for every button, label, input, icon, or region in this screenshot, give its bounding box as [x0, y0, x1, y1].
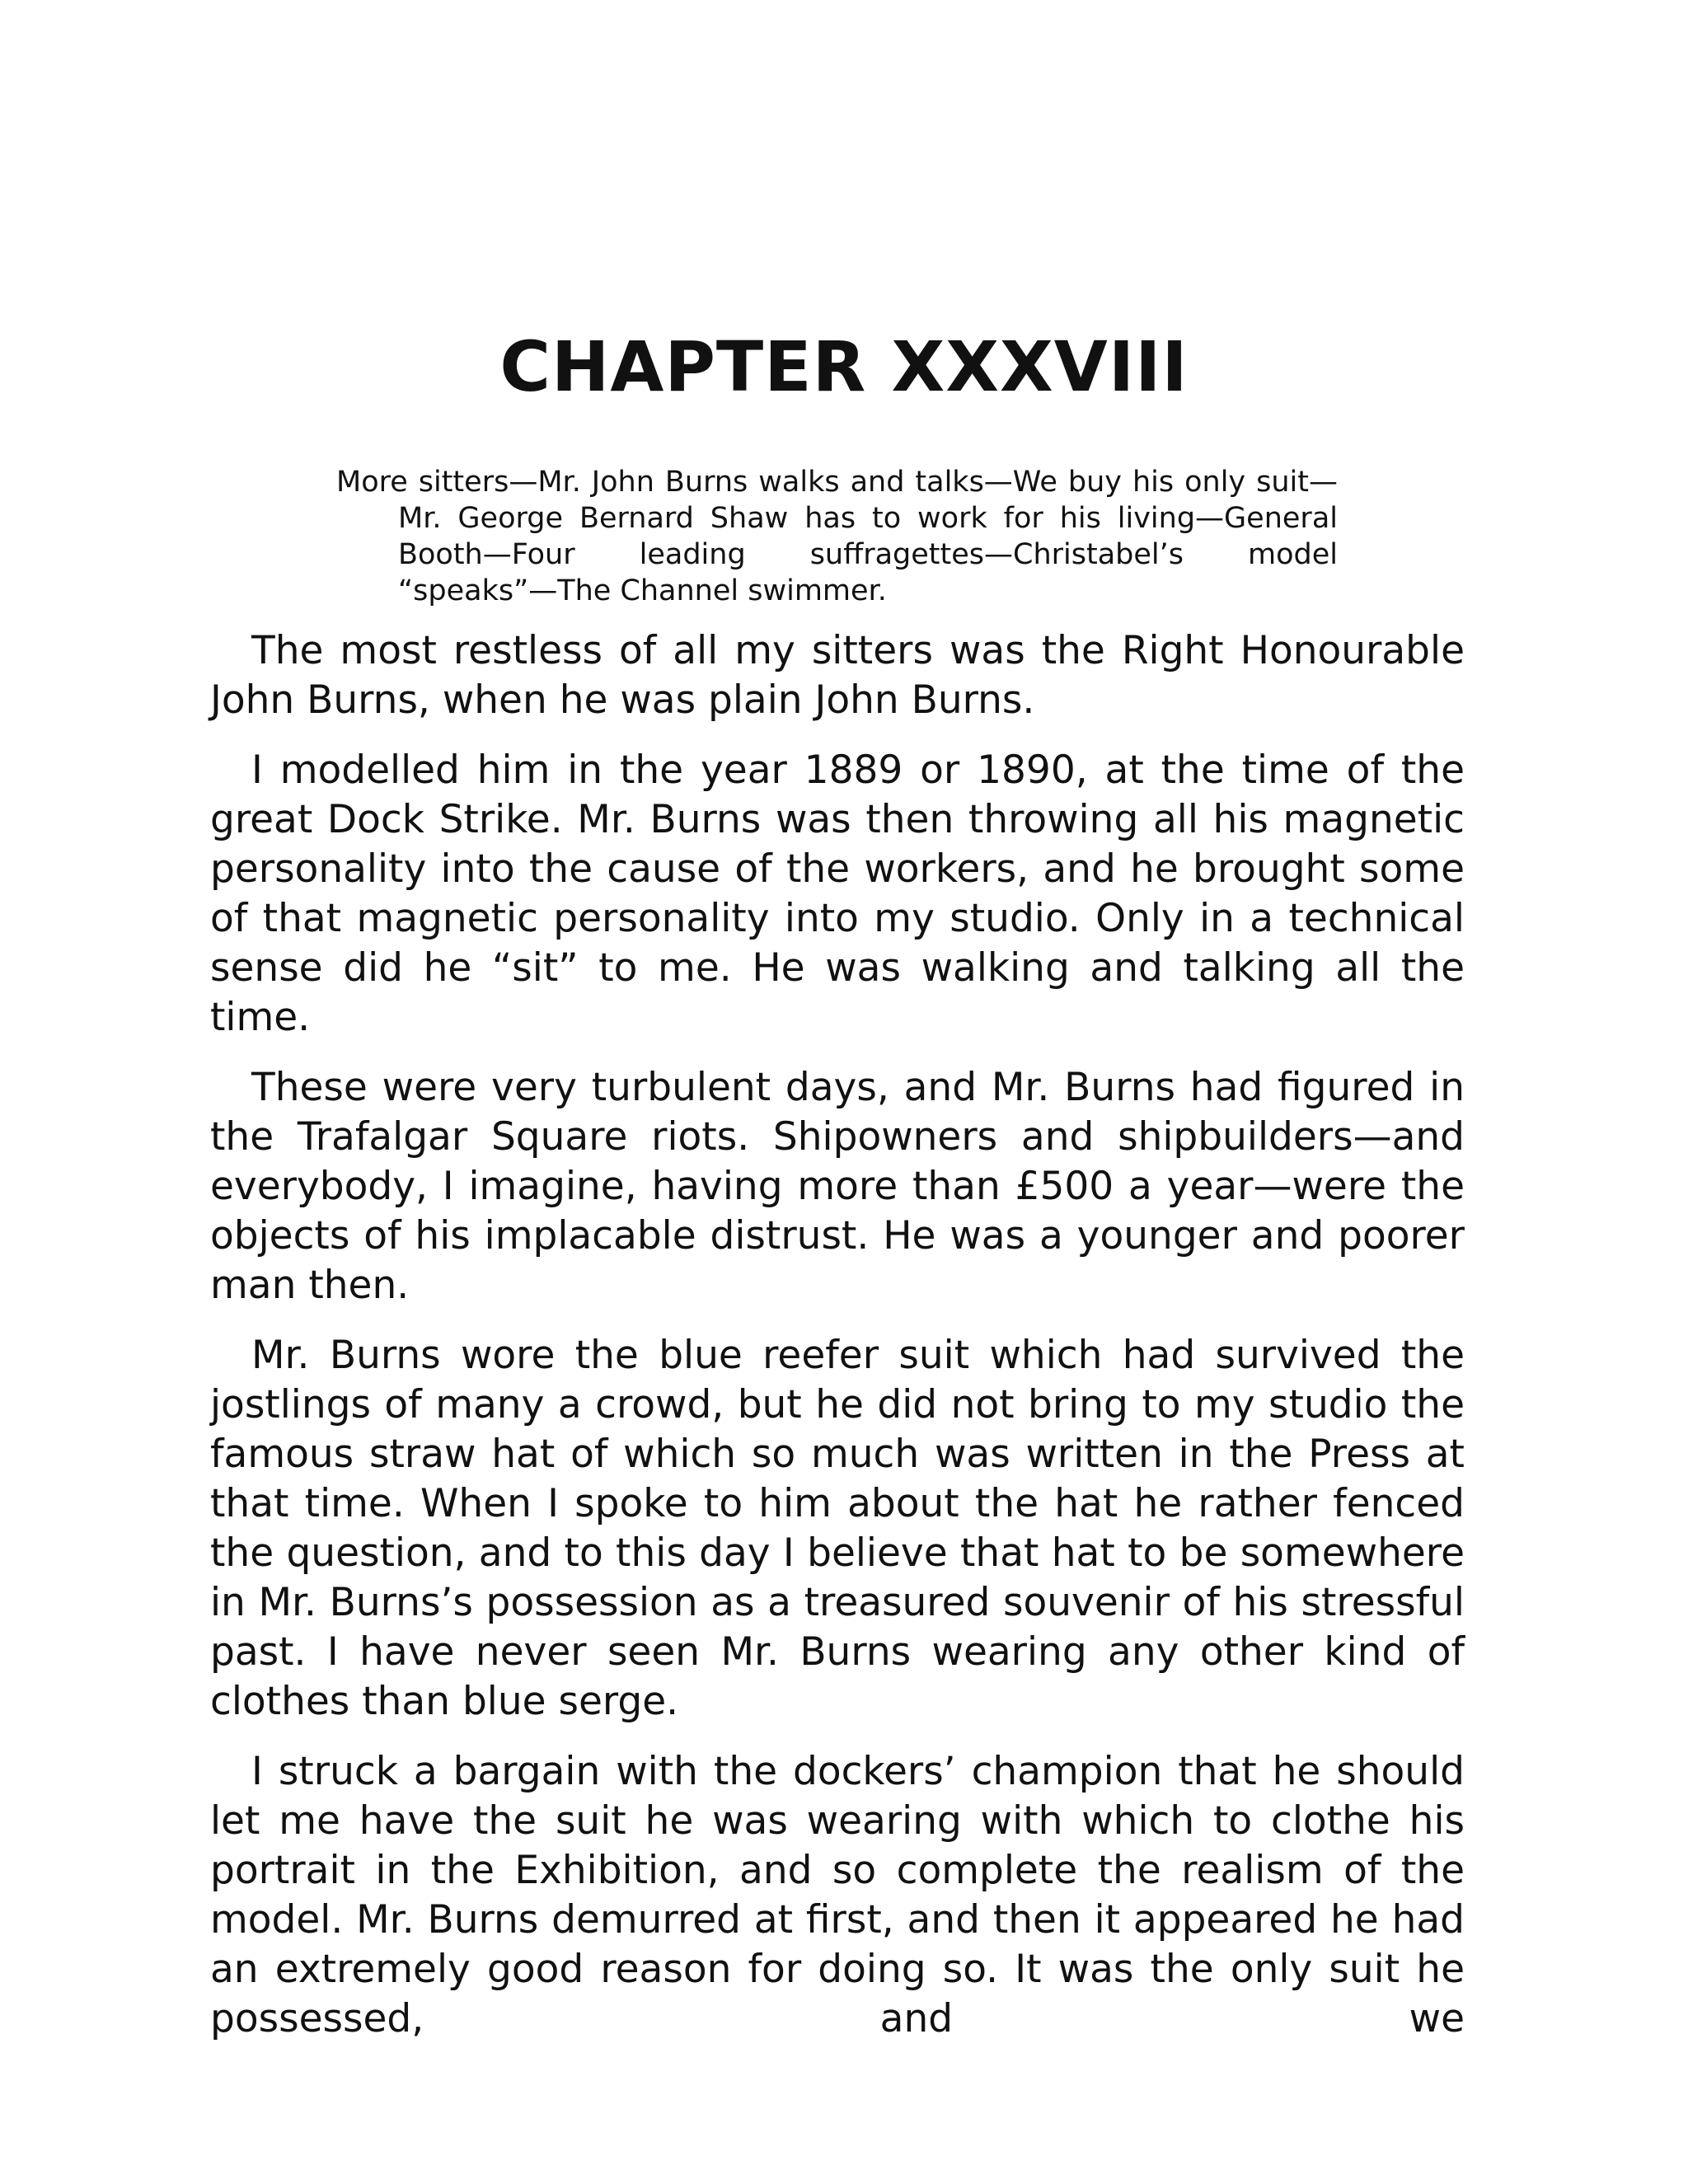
paragraph: I modelled him in the year 1889 or 1890, at the time of the great Dock Strike. Mr. Burns was then throwing all his magnetic personality into the cause of the workers, and he brought some of that magnetic personality into my studio. Only in a technical sense did he “sit” to me. He was walking and talking all the time. — [210, 748, 1465, 1040]
chapter-synopsis: More sitters—Mr. John Burns walks and talks—We buy his only suit—Mr. George Bernard Shaw has to work for his living—General Booth—Four leading suffragettes—Christabel’s model “speaks”—The Channel swimmer. — [336, 466, 1338, 607]
paragraph: I struck a bargain with the dockers’ champion that he should let me have the suit he was wearing with which to clothe his portrait in the Exhibition, and so complete the realism of the model. Mr. Burns demurred at first, and then it appeared he had an extremely good reason for doing so. It was the only suit he possessed, and we — [210, 1749, 1465, 2041]
paragraph: The most restless of all my sitters was the Right Honourable John Burns, when he was plain John Burns. — [210, 628, 1465, 723]
chapter-body — [210, 626, 1465, 2064]
chapter-title: CHAPTER XXXVIII — [499, 326, 1189, 407]
paragraph: These were very turbulent days, and Mr. Burns had figured in the Trafalgar Square riots. Shipowners and shipbuilders—and everybody, I imagine, having more than £500 a year—were the objects of his implacable distrust. He was a younger and poorer man then. — [210, 1065, 1465, 1308]
paragraph: Mr. Burns wore the blue reefer suit which had survived the jostlings of many a crowd, but he did not bring to my studio the famous straw hat of which so much was written in the Press at that time. When I spoke to him about the hat he rather fenced the question, and to this day I believe that hat to be somewhere in Mr. Burns’s possession as a treasured souvenir of his stressful past. I have never seen Mr. Burns wearing any other kind of clothes than blue serge. — [210, 1333, 1465, 1724]
